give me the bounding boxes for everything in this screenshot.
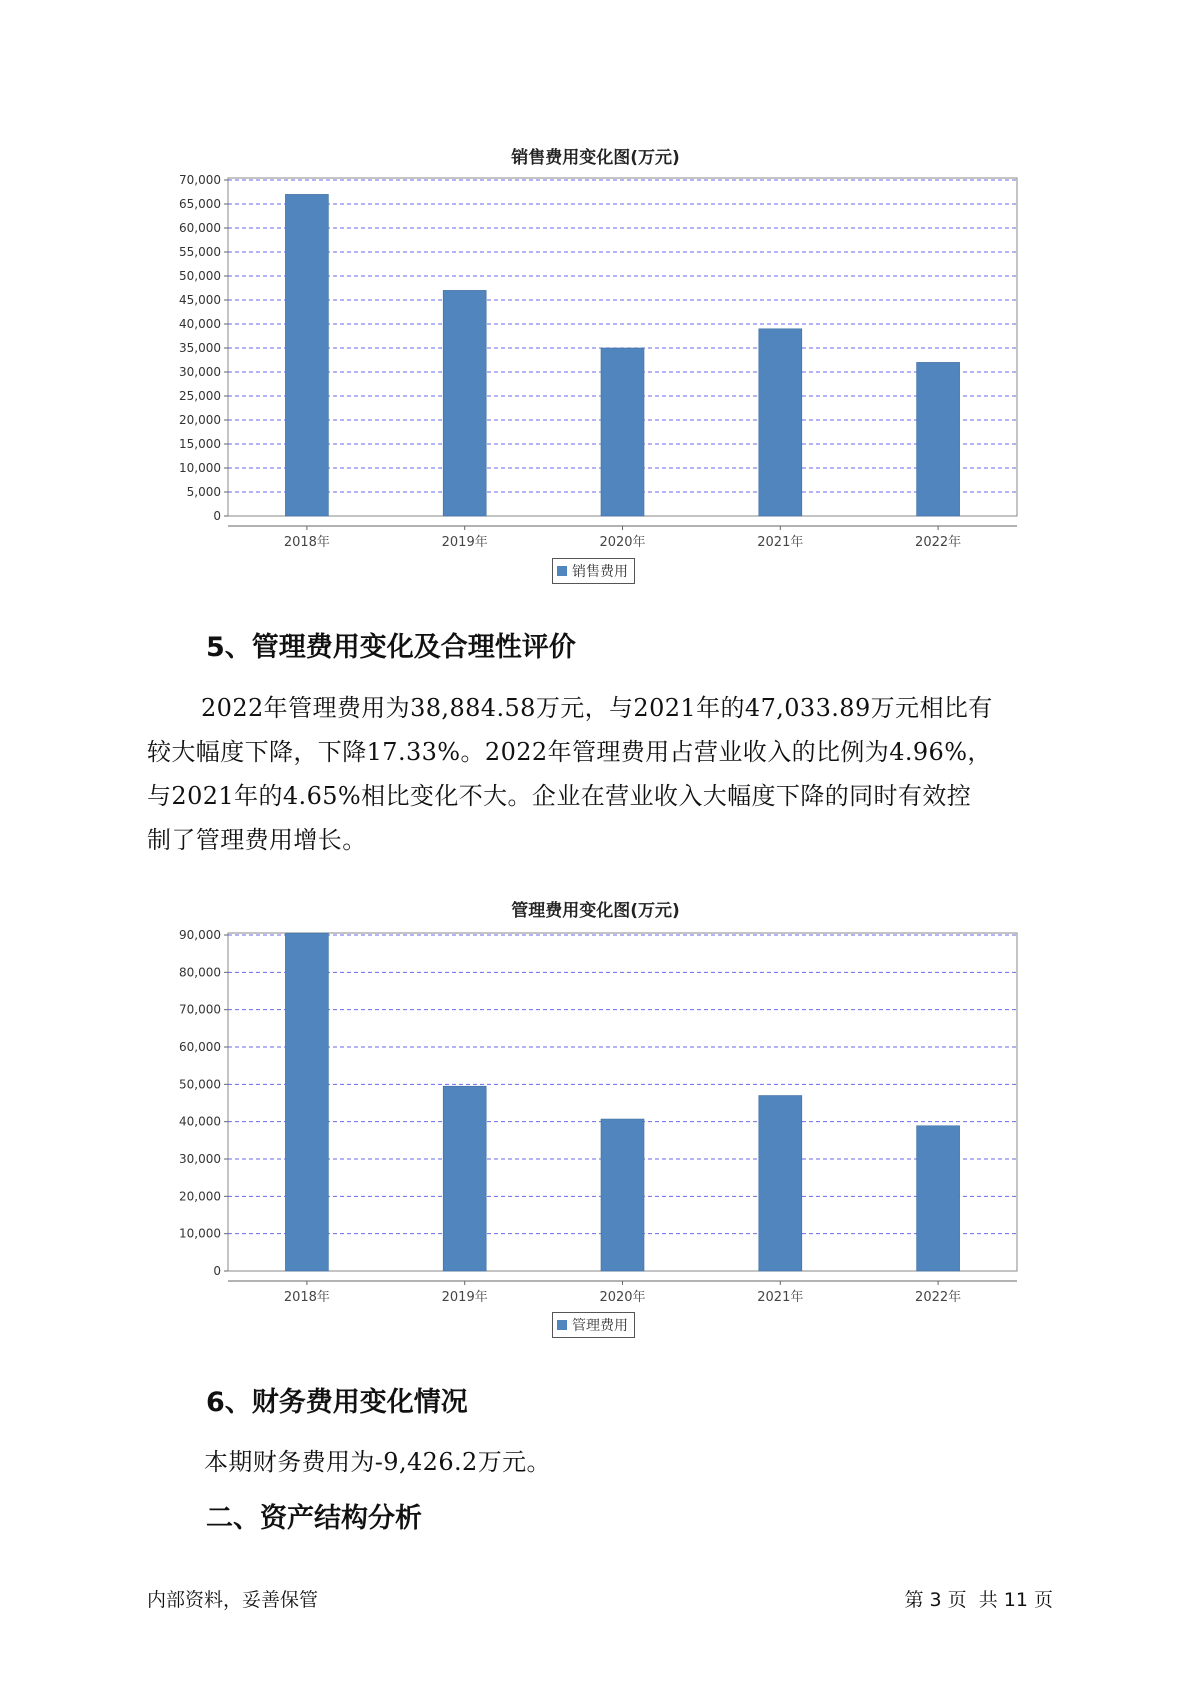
section-5-paragraph [147,686,1047,862]
y-tick-label: 20,000 [179,1189,221,1204]
x-tick-label: 2022年 [915,1290,962,1305]
bar [917,362,960,516]
y-tick-label: 25,000 [179,389,221,403]
bar [443,290,486,516]
y-tick-label: 60,000 [179,1040,221,1054]
sales-expense-chart [0,170,1191,550]
paragraph-line: 较大幅度下降，下降17.33%。2022年管理费用占营业收入的比例为4.96%， [147,738,992,766]
legend-label: 销售费用 [572,564,628,580]
bar [285,933,328,1271]
x-tick-label: 2020年 [599,1290,646,1305]
y-tick-label: 50,000 [179,1077,221,1092]
y-tick-label: 70,000 [179,173,221,187]
x-tick-label: 2020年 [599,535,646,550]
x-tick-label: 2018年 [283,535,330,550]
y-tick-label: 90,000 [179,928,221,942]
bar [759,1096,802,1271]
y-tick-label: 50,000 [179,269,221,283]
x-tick-label: 2018年 [283,1290,330,1305]
legend-swatch [557,566,567,576]
y-tick-label: 80,000 [179,965,221,980]
y-tick-label: 35,000 [179,341,221,355]
section-6-heading: 6、财务费用变化情况 [206,1387,468,1418]
y-tick-label: 65,000 [179,197,221,211]
paragraph-line: 2022年管理费用为38,884.58万元，与2021年的47,033.89万元相比有 [201,694,993,722]
y-tick-label: 30,000 [179,365,221,379]
x-tick-label: 2019年 [441,1290,488,1305]
section-5-heading: 5、管理费用变化及合理性评价 [206,632,576,663]
bar [443,1086,486,1271]
x-tick-label: 2021年 [757,1290,804,1305]
y-tick-label: 45,000 [179,293,221,307]
x-tick-label: 2019年 [441,535,488,550]
y-tick-label: 0 [213,509,221,523]
y-tick-label: 40,000 [179,1114,221,1129]
y-tick-label: 55,000 [179,245,221,259]
section-6-paragraph [204,1440,1104,1484]
y-tick-label: 60,000 [179,221,221,235]
bar [601,348,644,516]
y-tick-label: 10,000 [179,461,221,475]
bar [759,329,802,516]
bar [917,1126,960,1271]
admin-expense-chart [0,925,1191,1305]
paragraph-line: 制了管理费用增长。 [147,826,367,854]
y-tick-label: 20,000 [179,413,221,427]
y-tick-label: 15,000 [179,437,221,451]
footer-left: 内部资料，妥善保管 [147,1589,319,1611]
legend-swatch [557,1320,567,1330]
x-tick-label: 2021年 [757,535,804,550]
legend-label: 管理费用 [572,1318,628,1334]
section-2-heading: 二、资产结构分析 [206,1503,422,1534]
y-tick-label: 40,000 [179,317,221,331]
legend-admin [552,1312,635,1338]
legend-sales [552,558,635,584]
y-tick-label: 5,000 [186,485,221,499]
y-tick-label: 10,000 [179,1226,221,1241]
paragraph-line: 与2021年的4.65%相比变化不大。企业在营业收入大幅度下降的同时有效控 [147,782,972,810]
y-tick-label: 70,000 [179,1002,221,1017]
bar [285,194,328,516]
footer-right: 第 3 页 共 11 页 [904,1589,1053,1611]
paragraph-line: 本期财务费用为-9,426.2万元。 [204,1448,551,1476]
y-tick-label: 0 [213,1264,221,1278]
chart-title-sales: 销售费用变化图(万元) [511,148,680,168]
bar [601,1119,644,1271]
x-tick-label: 2022年 [915,535,962,550]
chart-title-admin: 管理费用变化图(万元) [511,901,680,921]
y-tick-label: 30,000 [179,1152,221,1166]
